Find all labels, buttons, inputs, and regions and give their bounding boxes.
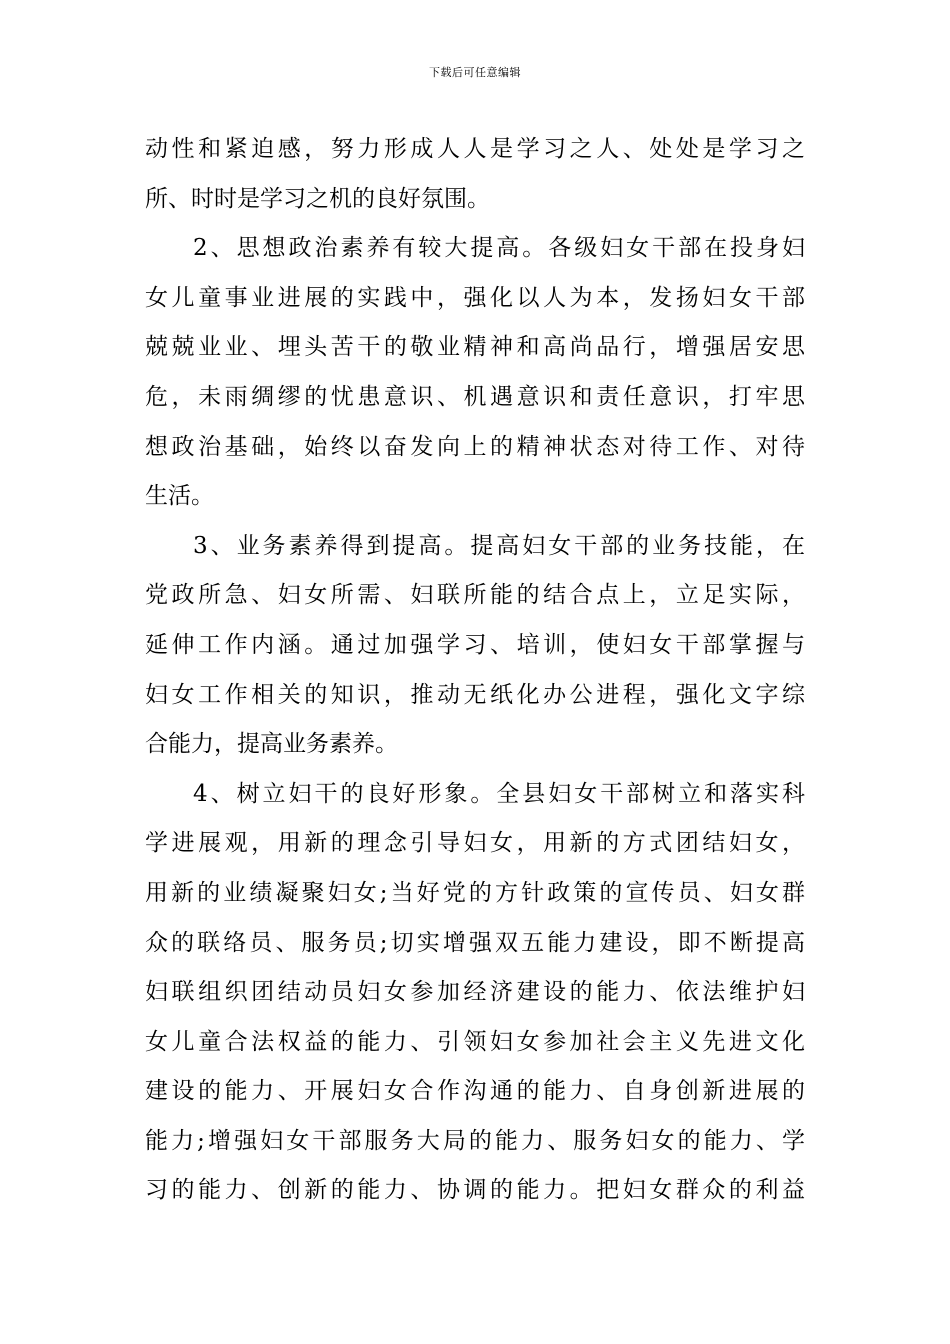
text-line: 建设的能力、开展妇女合作沟通的能力、自身创新进展的 bbox=[145, 1078, 805, 1105]
text-line: 女儿童事业进展的实践中，强化以人为本，发扬妇女干部 bbox=[145, 284, 805, 311]
text-line: 危，未雨绸缪的忧患意识、机遇意识和责任意识，打牢思 bbox=[145, 383, 805, 410]
text-line: 妇联组织团结动员妇女参加经济建设的能力、依法维护妇 bbox=[145, 979, 805, 1006]
text-line: 用新的业绩凝聚妇女;当好党的方针政策的宣传员、妇女群 bbox=[145, 879, 805, 906]
text-line: 3、业务素养得到提高。提高妇女干部的业务技能，在 bbox=[193, 532, 805, 559]
document-body bbox=[145, 125, 805, 1216]
text-line: 妇女工作相关的知识，推动无纸化办公进程，强化文字综 bbox=[145, 681, 805, 708]
text-line: 能力;增强妇女干部服务大局的能力、服务妇女的能力、学 bbox=[145, 1127, 805, 1154]
text-line: 延伸工作内涵。通过加强学习、培训，使妇女干部掌握与 bbox=[145, 631, 805, 658]
text-line: 女儿童合法权益的能力、引领妇女参加社会主义先进文化 bbox=[145, 1028, 805, 1055]
text-line: 众的联络员、服务员;切实增强双五能力建设，即不断提高 bbox=[145, 929, 805, 956]
text-line: 习的能力、创新的能力、协调的能力。把妇女群众的利益 bbox=[145, 1177, 805, 1204]
text-line: 4、树立妇干的良好形象。全县妇女干部树立和落实科 bbox=[193, 780, 805, 807]
text-line: 学进展观，用新的理念引导妇女，用新的方式团结妇女， bbox=[145, 830, 805, 857]
text-line: 生活。 bbox=[145, 483, 214, 510]
text-line: 兢兢业业、埋头苦干的敬业精神和高尚品行，增强居安思 bbox=[145, 334, 805, 361]
text-line: 想政治基础，始终以奋发向上的精神状态对待工作、对待 bbox=[145, 433, 805, 460]
text-line: 动性和紧迫感，努力形成人人是学习之人、处处是学习之 bbox=[145, 136, 805, 162]
text-line: 2、思想政治素养有较大提高。各级妇女干部在投身妇 bbox=[193, 235, 805, 262]
text-line: 合能力，提高业务素养。 bbox=[145, 731, 398, 758]
text-line: 所、时时是学习之机的良好氛围。 bbox=[145, 185, 490, 212]
page-header: 下载后可任意编辑 bbox=[429, 66, 521, 79]
text-line: 党政所急、妇女所需、妇联所能的结合点上，立足实际， bbox=[145, 582, 805, 609]
